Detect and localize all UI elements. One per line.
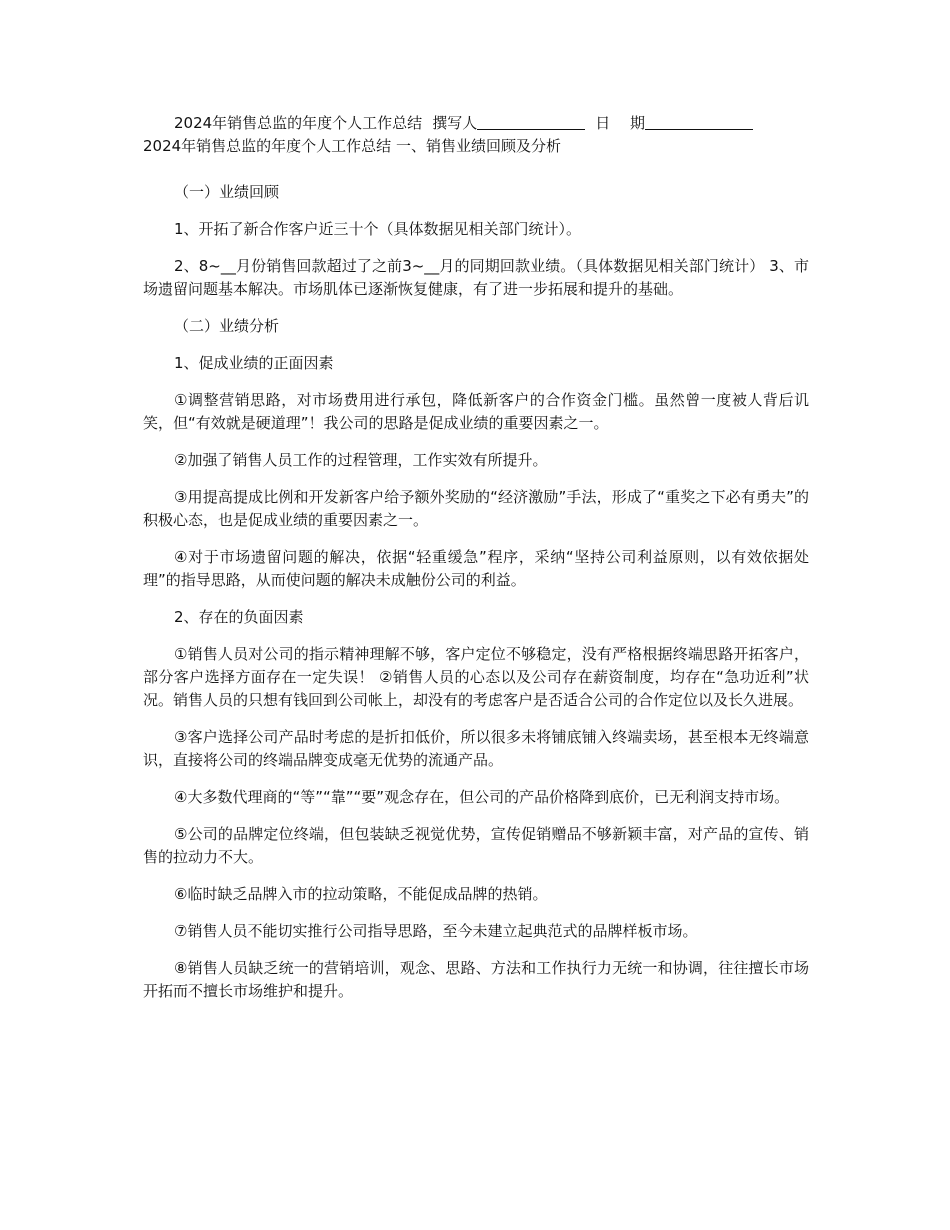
paragraph: ⑧销售人员缺乏统一的营销培训，观念、思路、方法和工作执行力无统一和协调，往往擅长市场开拓而不擅长市场维护和提升。 <box>143 959 809 1000</box>
paragraph: 1、开拓了新合作客户近三十个（具体数据见相关部门统计）。 <box>174 220 582 238</box>
paragraph: ④对于市场遗留问题的解决，依据“轻重缓急”程序，采纳“坚持公司利益原则，以有效依据处理”的指导思路，从而使问题的解决未成触份公司的利益。 <box>143 548 809 589</box>
paragraph: ⑥临时缺乏品牌入市的拉动策略，不能促成品牌的热销。 <box>174 885 548 903</box>
author-blank <box>477 113 585 130</box>
date-blank <box>645 113 753 130</box>
document-header <box>143 112 809 158</box>
subsection-heading: 1、促成业绩的正面因素 <box>174 354 334 372</box>
paragraph: ④大多数代理商的“等”“靠”“要”观念存在，但公司的产品价格降到底价，已无利润支持市场。 <box>174 788 790 806</box>
paragraph: ⑤公司的品牌定位终端，但包装缺乏视觉优势，宣传促销赠品不够新颖丰富，对产品的宣传、销售的拉动力不大。 <box>143 825 809 866</box>
subsection-heading: 2、存在的负面因素 <box>174 608 304 626</box>
date-label: 日 期 <box>595 114 645 132</box>
paragraph: ③用提高提成比例和开发新客户给予额外奖励的“经济激励”手法，形成了“重奖之下必有勇夫”的积极心态，也是促成业绩的重要因素之一。 <box>143 488 809 529</box>
document-page <box>143 112 809 1017</box>
paragraph: ①销售人员对公司的指示精神理解不够，客户定位不够稳定，没有严格根据终端思路开拓客户，部分客户选择方面存在一定失误！ ②销售人员的心态以及公司存在薪资制度，均存在“急功近利”状况。销售人员的只想有钱回到公司帐上，却没有的考虑客户是否适合公司的合作定位以及长久进展。 <box>143 645 809 709</box>
paragraph: ⑦销售人员不能切实推行公司指导思路，至今未建立起典范式的品牌样板市场。 <box>174 922 698 940</box>
section-heading: （二）业绩分析 <box>174 317 280 335</box>
paragraph: ①调整营销思路，对市场费用进行承包，降低新客户的合作资金门槛。虽然曾一度被人背后讥笑，但“有效就是硬道理”！我公司的思路是促成业绩的重要因素之一。 <box>143 391 809 432</box>
section-heading: （一）业绩回顾 <box>174 183 280 201</box>
paragraph: ②加强了销售人员工作的过程管理，工作实效有所提升。 <box>174 451 548 469</box>
paragraph: ③客户选择公司产品时考虑的是折扣低价，所以很多未将铺底铺入终端卖场，甚至根本无终端意识，直接将公司的终端品牌变成毫无优势的流通产品。 <box>143 728 809 769</box>
document-subtitle: 2024年销售总监的年度个人工作总结 一、销售业绩回顾及分析 <box>143 137 561 155</box>
author-label: 撰写人 <box>432 114 478 132</box>
paragraph: 2、8~__月份销售回款超过了之前3~__月的同期回款业绩。（具体数据见相关部门统计） 3、市场遗留问题基本解决。市场肌体已逐渐恢复健康，有了进一步拓展和提升的基础。 <box>143 257 809 298</box>
document-title: 2024年销售总监的年度个人工作总结 <box>174 114 423 132</box>
